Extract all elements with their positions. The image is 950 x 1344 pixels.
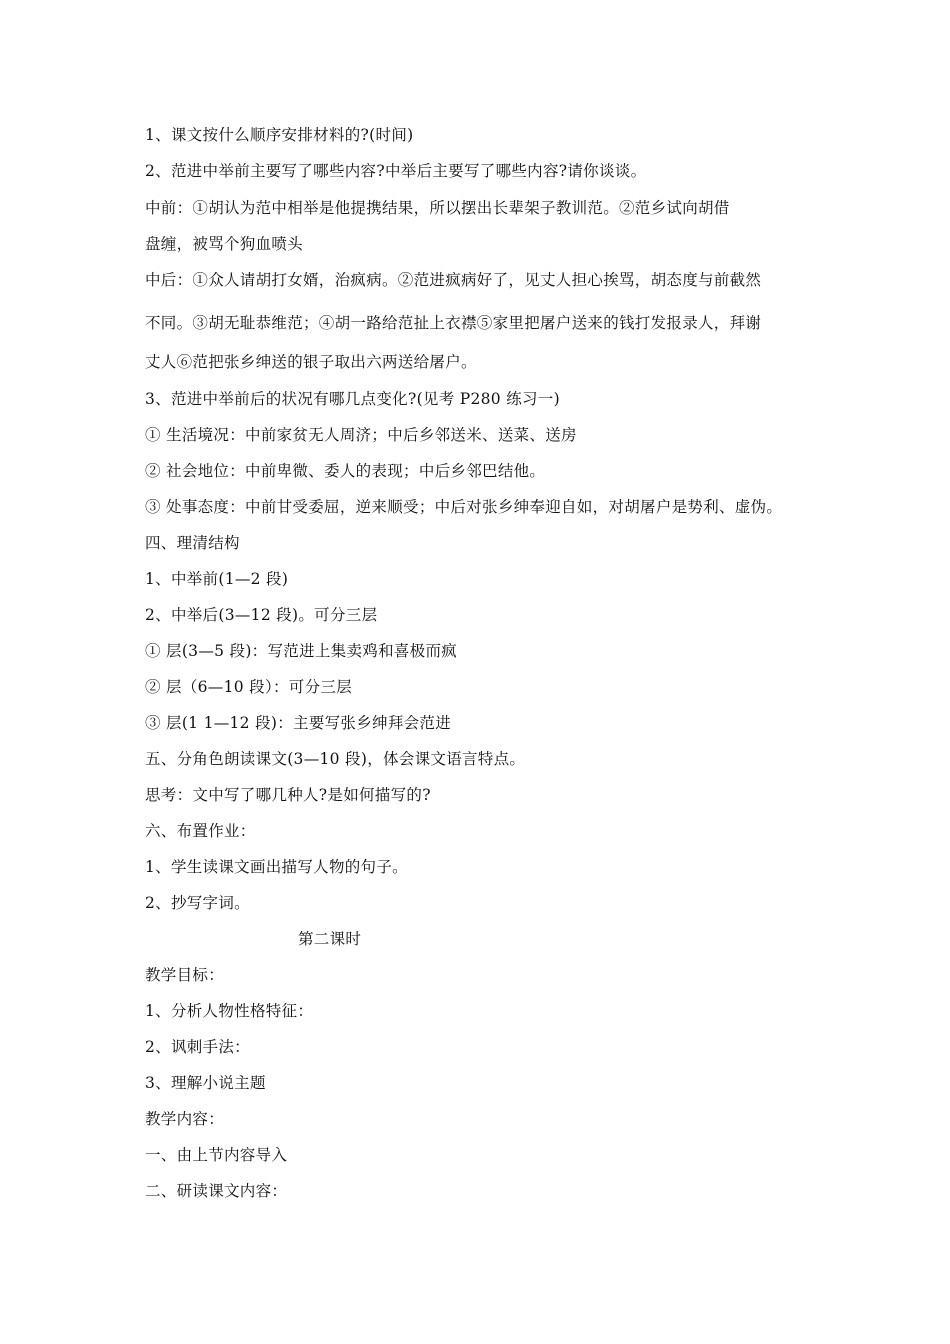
text-line: 不同。③胡无耻恭维范；④胡一路给范扯上衣襟⑤家里把屠户送来的钱打发报录人，拜谢 [145, 314, 762, 332]
text-line: 中后：①众人请胡打女婿，治疯病。②范进疯病好了，见丈人担心挨骂，胡态度与前截然 [145, 271, 762, 289]
text-line: 1、课文按什么顺序安排材料的?(时间) [145, 126, 414, 144]
text-line: 思考：文中写了哪几种人?是如何描写的? [145, 786, 431, 804]
text-line: 1、中举前(1—2 段) [145, 570, 289, 588]
text-line: 一、由上节内容导入 [145, 1146, 288, 1164]
text-line: 中前：①胡认为范中相举是他提携结果，所以摆出长辈架子教训范。②范乡试向胡借 [145, 199, 730, 217]
lesson-title: 第二课时 [298, 930, 362, 948]
text-line: 1、学生读课文画出描写人物的句子。 [145, 858, 408, 876]
text-line: ③ 层(1 1—12 段)：主要写张乡绅拜会范进 [145, 714, 452, 732]
text-line: 2、中举后(3—12 段)。可分三层 [145, 606, 378, 624]
section-heading: 四、理清结构 [145, 534, 240, 552]
text-line: ② 层（6—10 段）：可分三层 [145, 678, 352, 696]
text-line: 3、理解小说主题 [145, 1074, 266, 1092]
text-line: 3、范进中举前后的状况有哪几点变化?(见考 P280 练习一) [145, 390, 560, 408]
text-line: 丈人⑥范把张乡绅送的银子取出六两送给屠户。 [145, 353, 477, 371]
text-line: 二、研读课文内容： [145, 1182, 288, 1200]
text-line: 1、分析人物性格特征： [145, 1002, 314, 1020]
section-heading: 教学内容： [145, 1110, 225, 1128]
text-line: ② 社会地位：中前卑微、委人的表现；中后乡邻巴结他。 [145, 462, 546, 480]
text-line: 2、讽刺手法： [145, 1038, 250, 1056]
text-line: ① 层(3—5 段)：写范进上集卖鸡和喜极而疯 [145, 642, 458, 660]
text-line: 2、抄写字词。 [145, 894, 250, 912]
text-line: 盘缠，被骂个狗血喷头 [145, 235, 304, 253]
text-line: ① 生活境况：中前家贫无人周济；中后乡邻送米、送菜、送房 [145, 426, 577, 444]
text-line: ③ 处事态度：中前甘受委屈，逆来顺受；中后对张乡绅奉迎自如，对胡屠户是势利、虚伪。 [145, 498, 783, 516]
section-heading: 五、分角色朗读课文(3—10 段)，体会课文语言特点。 [145, 750, 526, 768]
section-heading: 教学目标： [145, 966, 225, 984]
text-line: 2、范进中举前主要写了哪些内容?中举后主要写了哪些内容?请你谈谈。 [145, 162, 647, 180]
section-heading: 六、布置作业： [145, 822, 256, 840]
